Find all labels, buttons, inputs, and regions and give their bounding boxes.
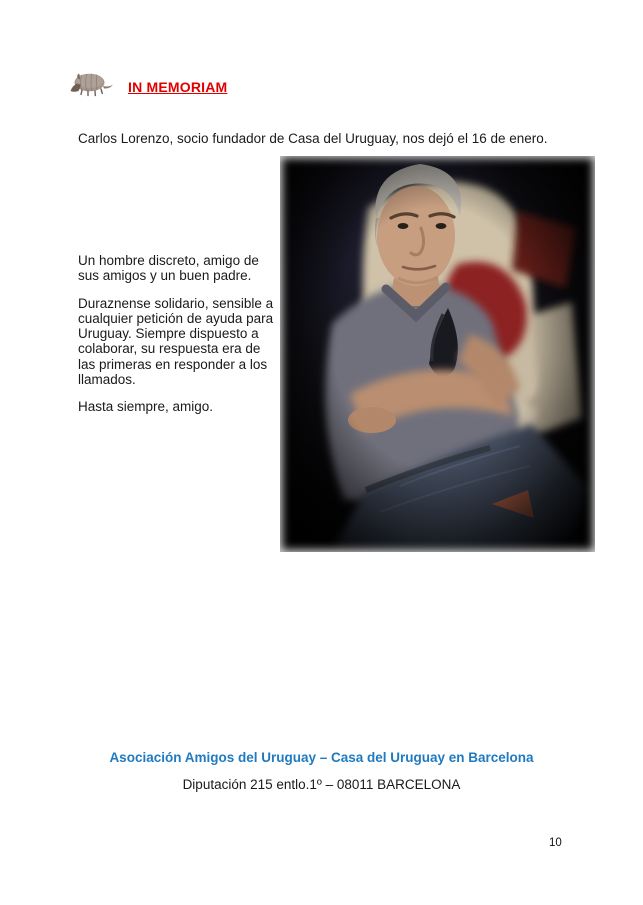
body-text-column bbox=[78, 253, 278, 427]
intro-paragraph: Carlos Lorenzo, socio fundador de Casa del Uruguay, nos dejó el 16 de enero. bbox=[78, 131, 548, 146]
armadillo-logo-icon bbox=[68, 70, 114, 98]
paragraph-un-hombre: Un hombre discreto, amigo de sus amigos y un buen padre. bbox=[78, 253, 259, 284]
in-memoriam-title: IN MEMORIAM bbox=[128, 79, 228, 95]
footer-address: Diputación 215 entlo.1º – 08011 BARCELONA bbox=[182, 777, 461, 792]
footer-association-name: Asociación Amigos del Uruguay – Casa del Uruguay en Barcelona bbox=[109, 750, 534, 765]
memorial-photo bbox=[280, 156, 595, 552]
paragraph-hasta-siempre: Hasta siempre, amigo. bbox=[78, 399, 214, 415]
page-number: 10 bbox=[549, 837, 562, 849]
paragraph-duraznense: Duraznense solidario, sensible a cualquier petición de ayuda para Uruguay. Siempre dispuesto a colaborar, su respuesta era de las primeras en responder a los llamados. bbox=[78, 295, 274, 388]
